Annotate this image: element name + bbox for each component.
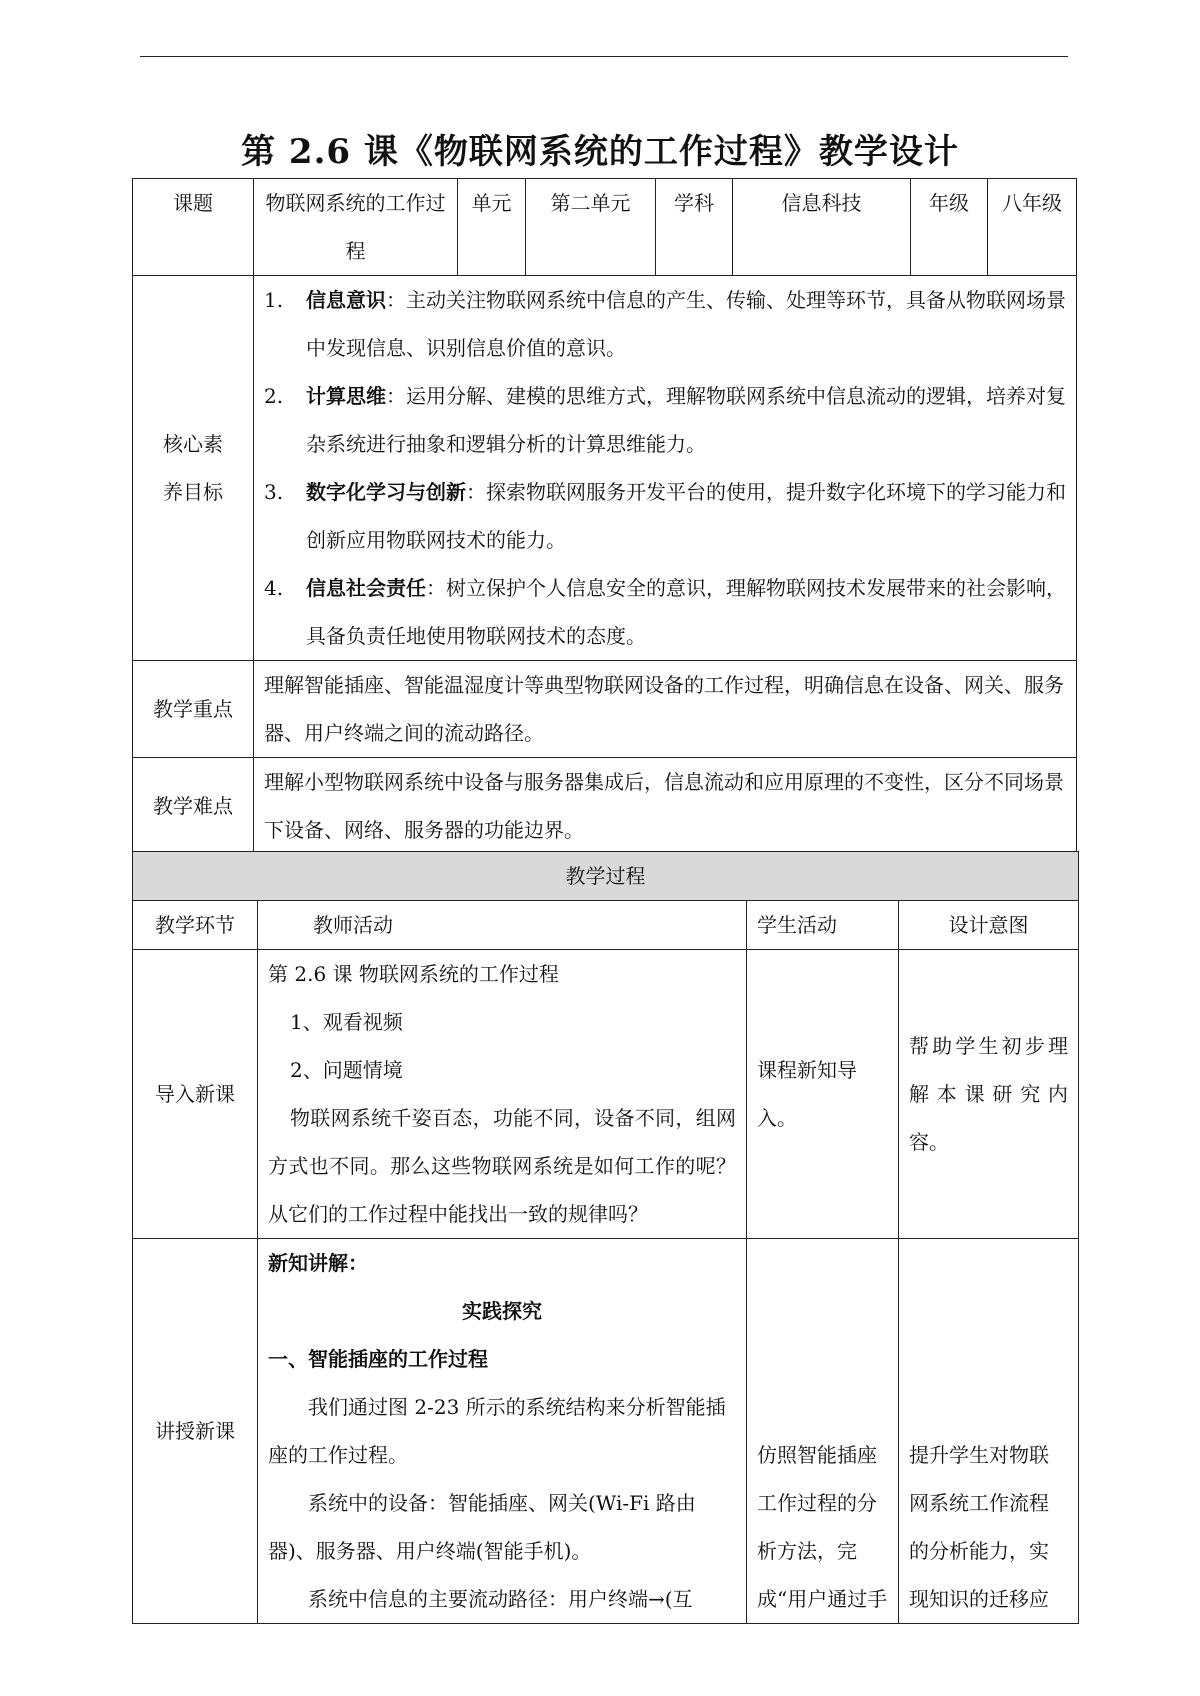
focus-row xyxy=(133,661,1077,758)
lecture-row xyxy=(133,1239,1079,1624)
unit-value: 第二单元 xyxy=(526,179,656,276)
objectives-row xyxy=(133,276,1077,661)
practice-heading: 实践探究 xyxy=(462,1299,542,1323)
lesson-info-table xyxy=(132,178,1077,855)
subject-value: 信息科技 xyxy=(733,179,911,276)
intro-paragraph: 物联网系统千姿百态，功能不同，设备不同，组网方式也不同。那么这些物联网系统是如何工作的呢？从它们的工作过程中能找出一致的规律吗？ xyxy=(268,1106,736,1226)
new-knowledge-heading: 新知讲解： xyxy=(268,1251,368,1275)
objective-item: 4. 信息社会责任：树立保护个人信息安全的意识，理解物联网技术发展带来的社会影响，具备负责任地使用物联网技术的态度。 xyxy=(264,576,1066,648)
process-header-row xyxy=(133,852,1079,901)
col-teacher: 教师活动 xyxy=(258,901,747,950)
process-header: 教学过程 xyxy=(133,852,1079,901)
header-rule xyxy=(140,56,1068,57)
lecture-intent: 提升学生对物联网系统工作流程的分析能力，实现知识的迁移应 xyxy=(899,1239,1079,1624)
objectives-label: 核心素养目标 xyxy=(133,276,254,661)
page-title: 第 2.6 课《物联网系统的工作过程》教学设计 xyxy=(241,132,959,172)
focus-label: 教学重点 xyxy=(133,661,254,758)
lecture-paragraph: 我们通过图 2-23 所示的系统结构来分析智能插座的工作过程。 xyxy=(268,1395,726,1467)
lecture-student: 仿照智能插座工作过程的分析方法，完成“用户通过手 xyxy=(747,1239,899,1624)
lecture-teacher xyxy=(258,1239,747,1624)
intro-teacher xyxy=(258,950,747,1239)
section-heading: 一、智能插座的工作过程 xyxy=(268,1347,488,1371)
col-student: 学生活动 xyxy=(747,901,899,950)
grade-label: 年级 xyxy=(911,179,988,276)
topic-value: 物联网系统的工作过程 xyxy=(254,179,458,276)
step-video: 1、观看视频 xyxy=(290,1010,403,1034)
difficulty-row xyxy=(133,758,1077,855)
intro-student: 课程新知导入。 xyxy=(747,950,899,1239)
focus-text: 理解智能插座、智能温湿度计等典型物联网设备的工作过程，明确信息在设备、网关、服务器、用户终端之间的流动路径。 xyxy=(254,661,1077,758)
difficulty-label: 教学难点 xyxy=(133,758,254,855)
lecture-paragraph: 系统中信息的主要流动路径：用户终端→(互 xyxy=(308,1587,693,1611)
grade-value: 八年级 xyxy=(988,179,1077,276)
objectives-list xyxy=(254,276,1077,661)
step-scenario: 2、问题情境 xyxy=(290,1058,403,1082)
subject-label: 学科 xyxy=(656,179,733,276)
difficulty-text: 理解小型物联网系统中设备与服务器集成后，信息流动和应用原理的不变性，区分不同场景下设备、网络、服务器的功能边界。 xyxy=(254,758,1077,855)
lecture-paragraph: 系统中的设备：智能插座、网关(Wi-Fi 路由器)、服务器、用户终端(智能手机)。 xyxy=(268,1491,696,1563)
objective-item: 3. 数字化学习与创新：探索物联网服务开发平台的使用，提升数字化环境下的学习能力和创新应用物联网技术的能力。 xyxy=(264,480,1066,552)
intro-intent: 帮助学生初步理解本课研究内容。 xyxy=(899,950,1079,1239)
objective-item: 1. 信息意识：主动关注物联网系统中信息的产生、传输、处理等环节，具备从物联网场景中发现信息、识别信息价值的意识。 xyxy=(264,288,1066,360)
lesson-line: 第 2.6 课 物联网系统的工作过程 xyxy=(268,962,559,986)
objective-item: 2. 计算思维：运用分解、建模的思维方式，理解物联网系统中信息流动的逻辑，培养对复杂系统进行抽象和逻辑分析的计算思维能力。 xyxy=(264,384,1066,456)
intro-stage: 导入新课 xyxy=(133,950,258,1239)
intro-row xyxy=(133,950,1079,1239)
lecture-stage: 讲授新课 xyxy=(133,1239,258,1624)
process-columns-row xyxy=(133,901,1079,950)
col-intent: 设计意图 xyxy=(899,901,1079,950)
unit-label: 单元 xyxy=(458,179,526,276)
topic-label: 课题 xyxy=(133,179,254,276)
teaching-process-table xyxy=(132,851,1079,1624)
info-row xyxy=(133,179,1077,276)
col-stage: 教学环节 xyxy=(133,901,258,950)
